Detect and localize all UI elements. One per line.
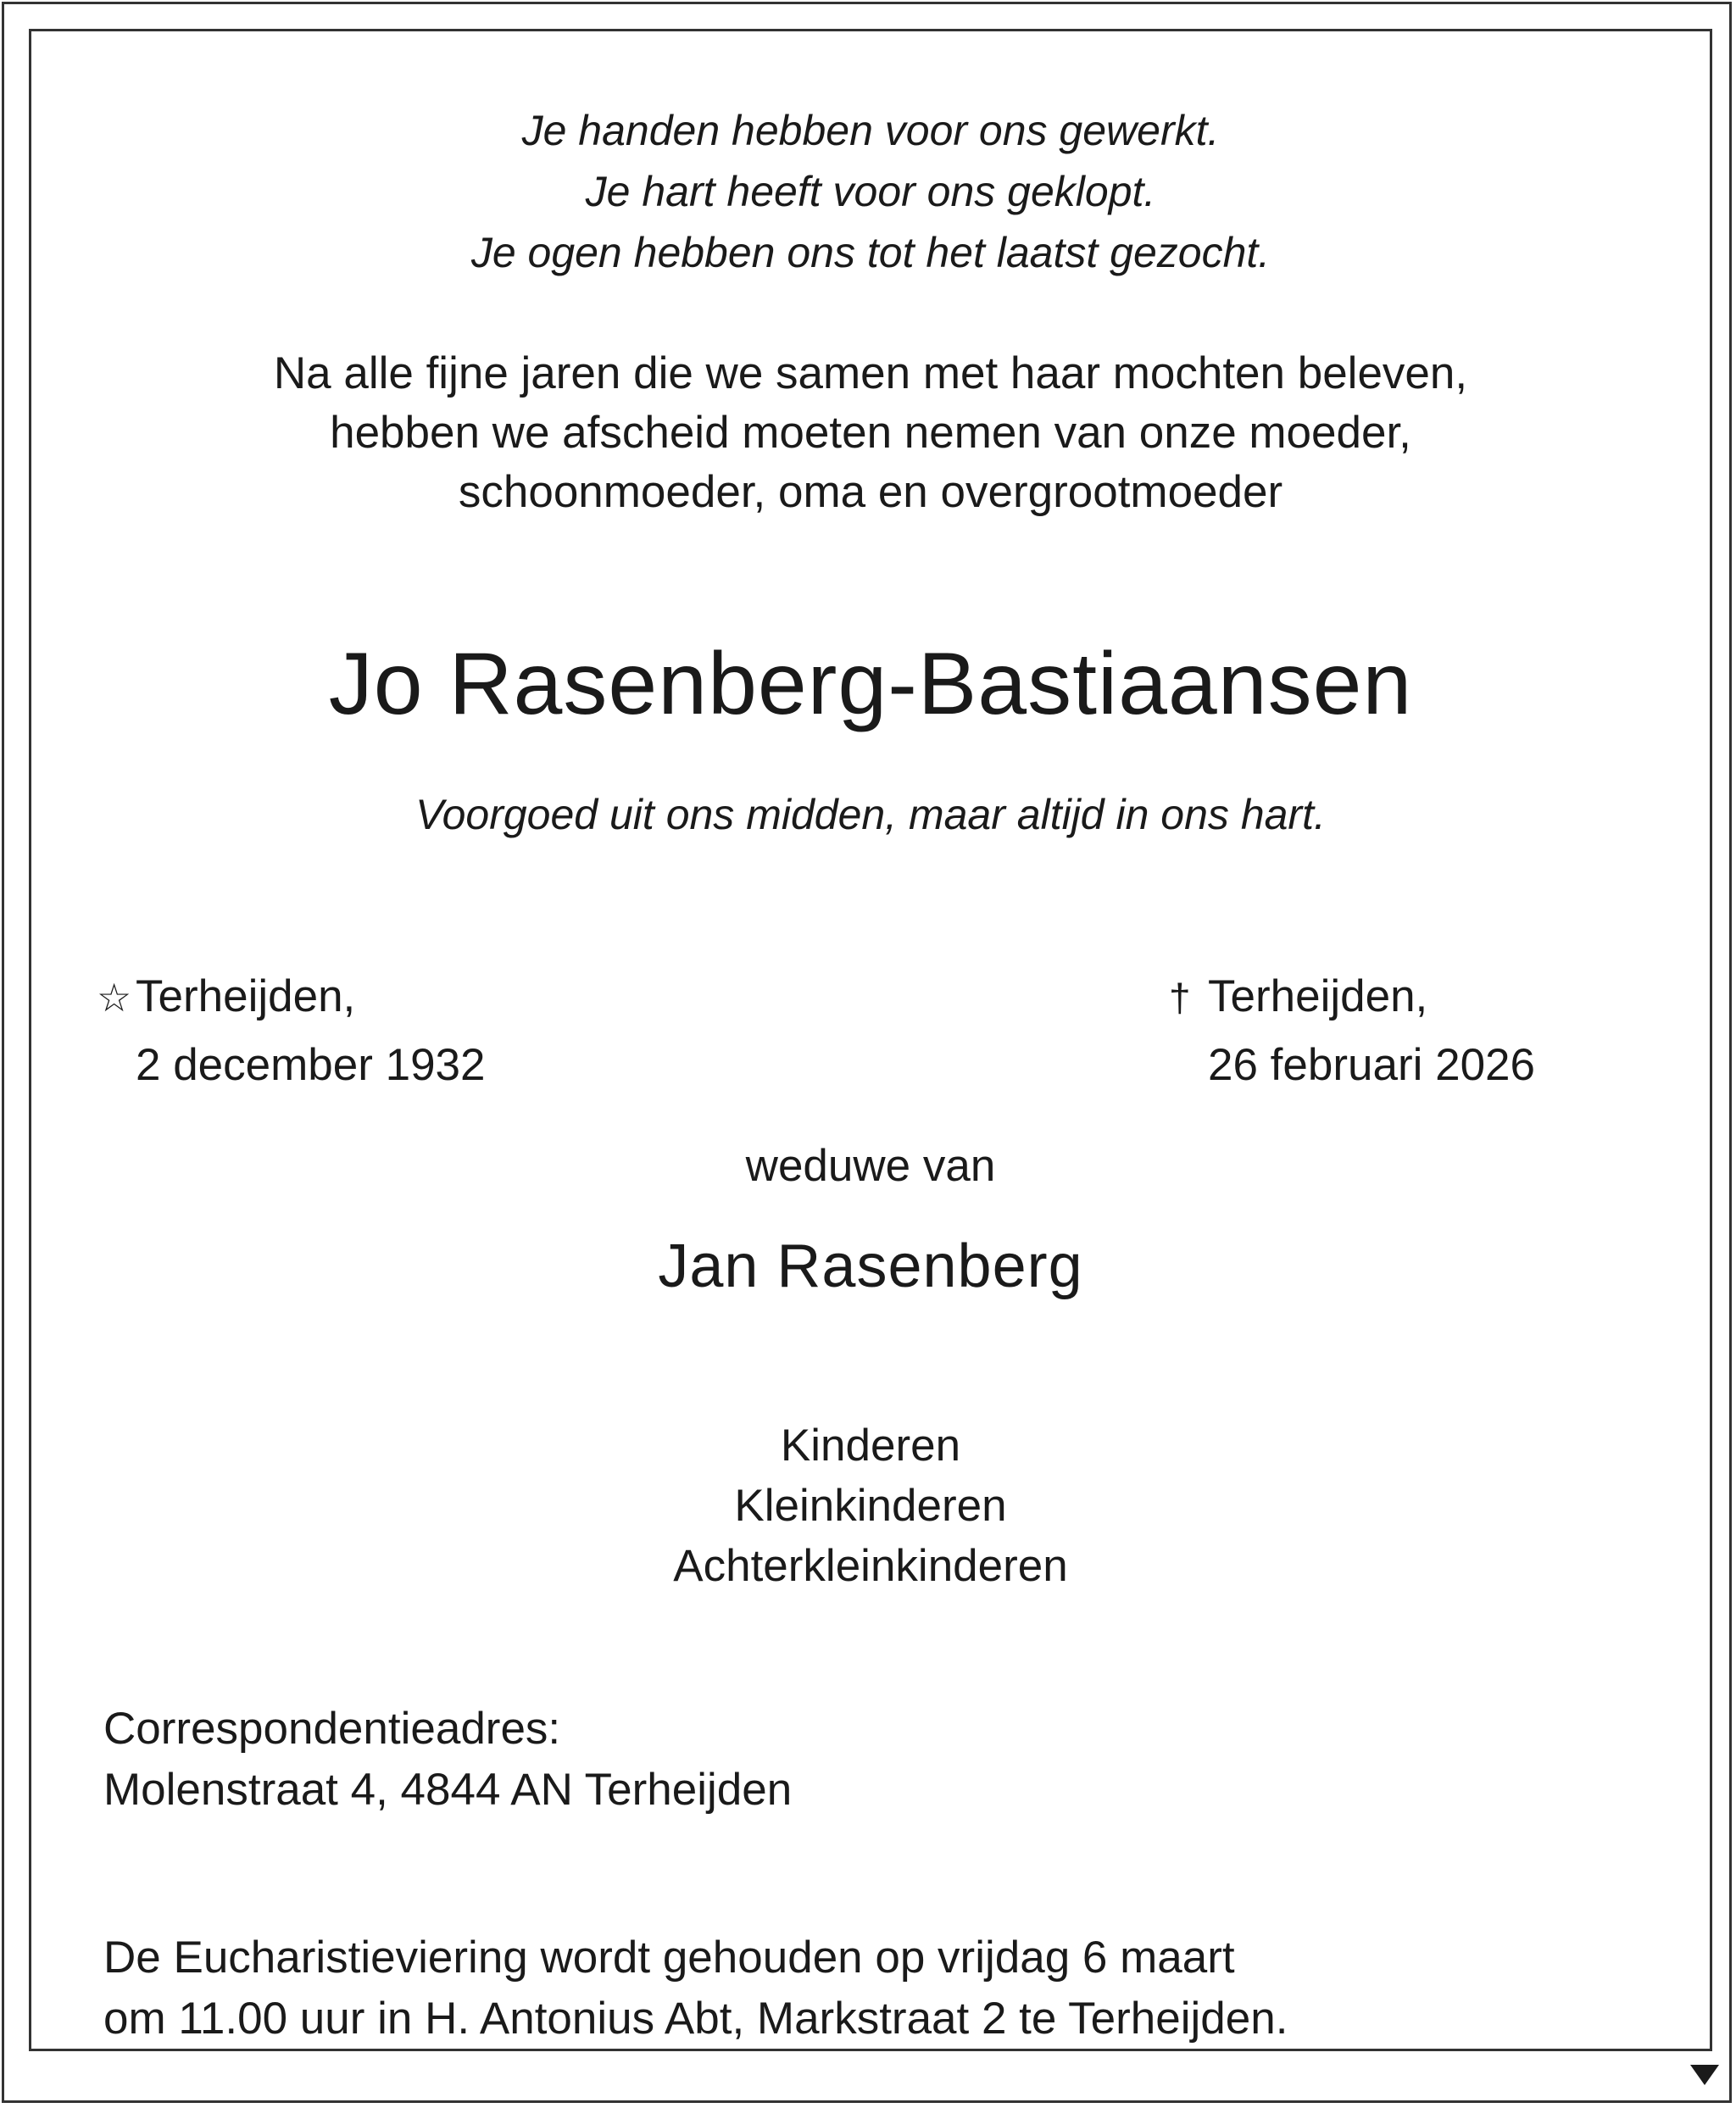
service-info: [103, 1927, 1288, 2050]
down-arrow-icon: [1690, 2065, 1719, 2085]
spouse-name: Jan Rasenberg: [658, 1232, 1083, 1300]
relative-item: Kleinkinderen: [734, 1481, 1007, 1531]
star-icon: ☆: [97, 976, 132, 1020]
correspondence-label: Correspondentieadres:: [103, 1704, 561, 1754]
intro-line: schoonmoeder, oma en overgrootmoeder: [458, 467, 1283, 517]
relative-item: Kinderen: [780, 1421, 961, 1471]
correspondence-address: [103, 1699, 792, 1821]
cross-icon: †: [1169, 976, 1191, 1020]
birth-date: 2 december 1932: [136, 1040, 486, 1090]
poem-line: Je ogen hebben ons tot het laatst gezocht.: [470, 229, 1271, 276]
death-place: Terheijden,: [1208, 971, 1428, 1021]
poem-line: Je handen hebben voor ons gewerkt.: [521, 107, 1220, 154]
intro-text: [29, 344, 1712, 522]
deceased-name: Jo Rasenberg-Bastiaansen: [328, 635, 1413, 733]
motto: Voorgoed uit ons midden, maar altijd in ons hart.: [415, 791, 1326, 838]
death-info: [1169, 963, 1535, 1099]
poem: [29, 100, 1712, 283]
intro-line: hebben we afscheid moeten nemen van onze moeder,: [330, 408, 1411, 458]
widow-label: weduwe van: [745, 1141, 996, 1191]
obituary-notice: [29, 29, 1712, 2051]
relatives-list: [29, 1416, 1712, 1596]
birth-place: Terheijden,: [136, 971, 356, 1021]
service-line: De Eucharistieviering wordt gehouden op vrijdag 6 maart: [103, 1933, 1235, 1983]
relative-item: Achterkleinkinderen: [673, 1541, 1068, 1591]
service-line: om 11.00 uur in H. Antonius Abt, Markstraat 2 te Terheijden.: [103, 1994, 1288, 2044]
poem-line: Je hart heeft voor ons geklopt.: [585, 168, 1156, 215]
intro-line: Na alle fijne jaren die we samen met haar mochten beleven,: [273, 348, 1468, 398]
death-date: 26 februari 2026: [1208, 1040, 1536, 1090]
correspondence-street: Molenstraat 4, 4844 AN Terheijden: [103, 1765, 793, 1815]
birth-info: [97, 963, 486, 1099]
